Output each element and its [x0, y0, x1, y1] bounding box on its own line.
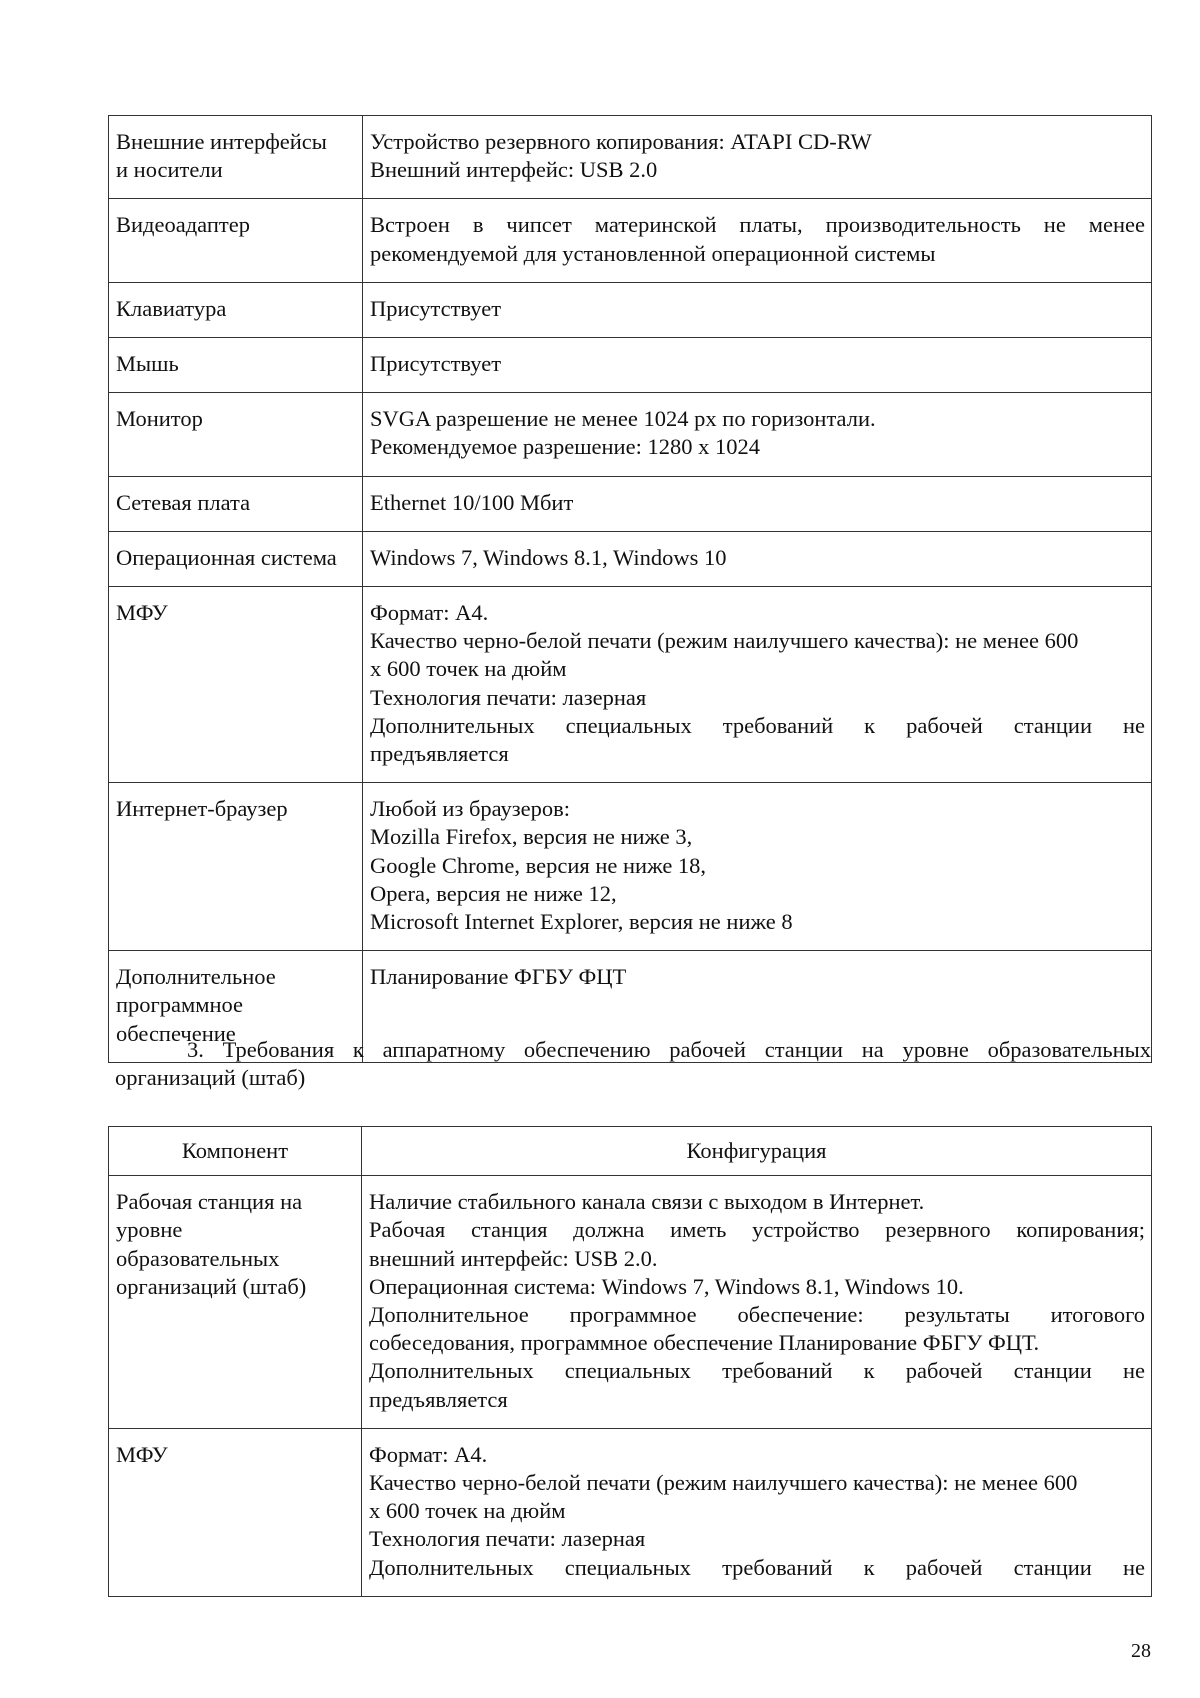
- column-header-component: Компонент: [109, 1127, 362, 1176]
- configuration-line: рекомендуемой для установленной операционной системы: [370, 240, 936, 266]
- component-cell: [109, 1428, 362, 1596]
- configuration-line: Устройство резервного копирования: ATAPI CD-RW: [370, 129, 872, 154]
- component-label: обеспечение: [116, 1020, 236, 1046]
- table-row: [109, 531, 1152, 586]
- configuration-cell: [363, 531, 1152, 586]
- component-label: и носители: [116, 157, 223, 183]
- table-row: [109, 783, 1152, 951]
- component-label: Операционная система: [116, 544, 337, 570]
- component-cell: [109, 282, 363, 337]
- component-label: Дополнительное: [116, 964, 276, 990]
- configuration-line: Дополнительных специальных требований к рабочей станции не: [369, 1358, 1145, 1384]
- table-row: [109, 1428, 1152, 1596]
- component-cell: [109, 1176, 362, 1429]
- table-row: [109, 116, 1152, 199]
- configuration-line: Mozilla Firefox, версия не ниже 3,: [370, 824, 693, 850]
- component-cell: [109, 338, 363, 393]
- configuration-line: Присутствует: [370, 351, 502, 377]
- column-header-configuration: Конфигурация: [362, 1127, 1152, 1176]
- table-row: [109, 1176, 1152, 1429]
- configuration-line: внешний интерфейс: USB 2.0.: [369, 1245, 658, 1271]
- component-cell: [109, 587, 363, 783]
- configuration-line: Opera, версия не ниже 12,: [370, 880, 617, 906]
- component-cell: [109, 199, 363, 282]
- component-label: уровне: [116, 1217, 183, 1243]
- configuration-line: Технология печати: лазерная: [370, 684, 647, 710]
- component-label: образовательных: [116, 1245, 280, 1271]
- component-label: организаций (штаб): [116, 1273, 307, 1299]
- configuration-line: x 600 точек на дюйм: [369, 1498, 566, 1524]
- component-label: Монитор: [116, 406, 203, 432]
- component-label: Внешние интерфейсы: [116, 129, 327, 154]
- component-label: Интернет-браузер: [116, 796, 288, 822]
- component-cell: [109, 393, 363, 476]
- configuration-cell: [362, 1428, 1152, 1596]
- configuration-line: Дополнительное программное обеспечение: результаты итогового: [369, 1302, 1145, 1328]
- configuration-cell: [363, 476, 1152, 531]
- configuration-line: Дополнительных специальных требований к рабочей станции не: [369, 1554, 1145, 1580]
- configuration-cell: [362, 1176, 1152, 1429]
- configuration-line: Дополнительных специальных требований к рабочей станции не: [370, 712, 1145, 738]
- configuration-line: Технология печати: лазерная: [369, 1526, 646, 1552]
- configuration-line: Формат: А4.: [369, 1441, 488, 1467]
- page-number: 28: [1131, 1640, 1151, 1662]
- configuration-line: Рабочая станция должна иметь устройство резервного копирования;: [369, 1217, 1145, 1243]
- table-row: [109, 476, 1152, 531]
- configuration-line: Встроен в чипсет материнской платы, производительность не менее: [370, 212, 1145, 238]
- configuration-line: Планирование ФГБУ ФЦТ: [370, 964, 627, 990]
- configuration-line: предъявляется: [369, 1386, 508, 1412]
- configuration-cell: [363, 783, 1152, 951]
- configuration-line: Google Chrome, версия не ниже 18,: [370, 852, 707, 878]
- paragraph-line: организаций (штаб): [115, 1065, 306, 1091]
- component-label: МФУ: [116, 600, 168, 626]
- table-row: [109, 587, 1152, 783]
- component-label: Мышь: [116, 351, 179, 377]
- configuration-line: Операционная система: Windows 7, Windows 8.1, Windows 10.: [369, 1273, 964, 1299]
- configuration-line: Рекомендуемое разрешение: 1280 x 1024: [370, 434, 760, 460]
- component-label: программное: [116, 992, 244, 1018]
- table-row: [109, 199, 1152, 282]
- configuration-line: Windows 7, Windows 8.1, Windows 10: [370, 544, 727, 570]
- paragraph-line: 3. Требования к аппаратному обеспечению рабочей станции на уровне образовательных: [187, 1037, 1151, 1062]
- configuration-line: собеседования, программное обеспечение Планирование ФБГУ ФЦТ.: [369, 1330, 1040, 1356]
- component-cell: [109, 476, 363, 531]
- section-3-heading: [115, 1036, 1151, 1092]
- table-header-row: [109, 1127, 1152, 1176]
- configuration-cell: [363, 338, 1152, 393]
- configuration-line: Любой из браузеров:: [370, 796, 571, 822]
- configuration-line: Наличие стабильного канала связи с выходом в Интернет.: [369, 1189, 925, 1215]
- configuration-cell: [363, 282, 1152, 337]
- component-cell: [109, 116, 363, 199]
- component-label: Сетевая плата: [116, 489, 251, 515]
- requirements-table-2: [108, 1126, 1152, 1597]
- component-label: Видеоадаптер: [116, 212, 250, 238]
- configuration-line: SVGA разрешение не менее 1024 px по горизонтали.: [370, 406, 876, 432]
- configuration-line: Внешний интерфейс: USB 2.0: [370, 157, 658, 183]
- component-label: Клавиатура: [116, 295, 227, 321]
- configuration-line: x 600 точек на дюйм: [370, 656, 567, 682]
- component-cell: [109, 531, 363, 586]
- configuration-line: Формат: А4.: [370, 600, 489, 626]
- configuration-line: Ethernet 10/100 Мбит: [370, 489, 574, 515]
- component-cell: [109, 783, 363, 951]
- configuration-line: предъявляется: [370, 741, 509, 767]
- configuration-line: Microsoft Internet Explorer, версия не ниже 8: [370, 909, 793, 935]
- table-row: [109, 338, 1152, 393]
- configuration-cell: [363, 393, 1152, 476]
- configuration-cell: [363, 199, 1152, 282]
- configuration-cell: [363, 587, 1152, 783]
- component-label: МФУ: [116, 1441, 168, 1467]
- component-label: Рабочая станция на: [116, 1189, 303, 1215]
- configuration-cell: [363, 116, 1152, 199]
- table-row: [109, 282, 1152, 337]
- configuration-line: Присутствует: [370, 295, 502, 321]
- configuration-line: Качество черно-белой печати (режим наилучшего качества): не менее 600: [369, 1470, 1078, 1496]
- configuration-line: Качество черно-белой печати (режим наилучшего качества): не менее 600: [370, 628, 1079, 654]
- requirements-table-1: [108, 115, 1152, 1063]
- table-row: [109, 393, 1152, 476]
